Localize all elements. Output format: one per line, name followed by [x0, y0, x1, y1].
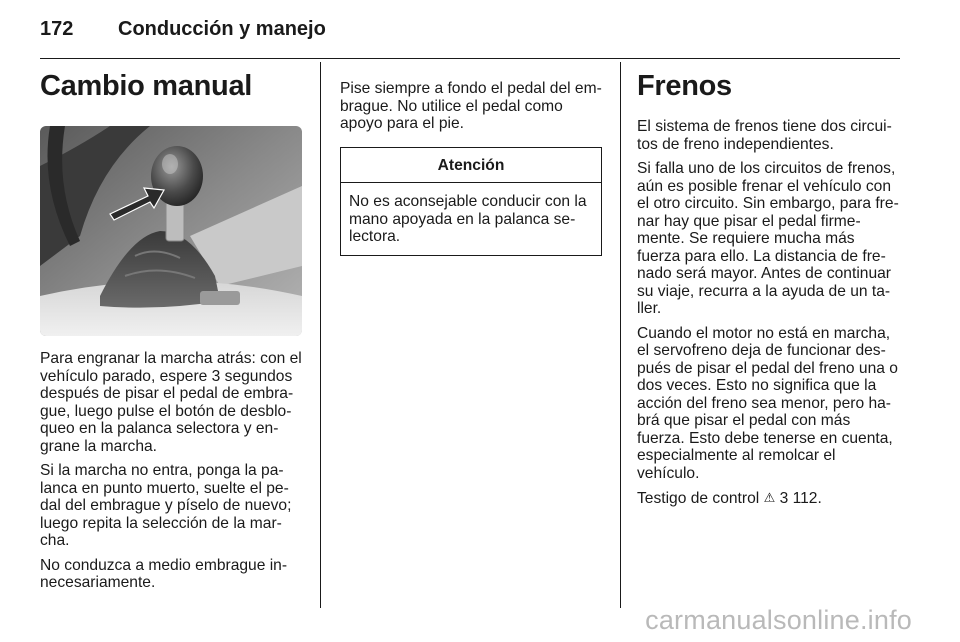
- gear-lever-illustration: [40, 126, 302, 336]
- paragraph: Cuando el motor no está en marcha, el servofreno deja de funcionar después de pisar el pedal del freno una o dos veces. Esto no significa que la acción del freno sea menor, pero habrá que pisar el pedal con más fuerza. Esto debe tenerse en cuenta, especialmente al remolcar el vehículo.: [637, 324, 898, 482]
- chapter-title: Conducción y manejo: [118, 18, 326, 40]
- gear-lever-photo: [40, 126, 302, 336]
- brake-warning-icon: ⚠: [763, 490, 776, 505]
- page-reference-link[interactable]: 112.: [792, 490, 822, 507]
- warning-light-reference: [637, 489, 901, 508]
- paragraph: Si la marcha no entra, ponga la palanca en punto muerto, suelte el pedal del embrague y píselo de nuevo; luego repita la selección de la marcha.: [40, 462, 292, 549]
- column-divider: [320, 62, 321, 608]
- paragraph: Pise siempre a fondo el pedal del embrague. No utilice el pedal como apoyo para el pie.: [340, 80, 602, 132]
- attention-title: Atención: [341, 148, 601, 184]
- column-clutch-notice: [340, 80, 602, 256]
- column-brakes: [637, 66, 901, 515]
- warning-light-label: Testigo de control: [637, 490, 760, 507]
- column-divider: [620, 62, 621, 608]
- attention-body: No es aconsejable conducir con la mano apoyada en la palanca selectora.: [349, 193, 587, 245]
- section-title-manual-transmission: Cambio manual: [40, 70, 253, 102]
- section-title-brakes: Frenos: [637, 70, 732, 102]
- paragraph: Si falla uno de los circuitos de frenos, aún es posible frenar el vehículo con el otro circuito. Sin embargo, para frenar hay que pisar el pedal firmemente. Se requiere mucha más fuerza para ello. La distancia de frenado será mayor. Antes de continuar su viaje, recurra a la ayuda de un taller.: [637, 160, 899, 317]
- watermark: carmanualsonline.info: [645, 605, 912, 635]
- column-manual-transmission: [40, 66, 304, 599]
- paragraph: No conduzca a medio embrague innecesariamente.: [40, 556, 288, 591]
- header-rule: [40, 58, 900, 59]
- page-reference-arrow-icon: 3: [779, 490, 789, 507]
- page-number: 172: [40, 18, 74, 40]
- paragraph: El sistema de frenos tiene dos circuitos de freno independientes.: [637, 118, 892, 153]
- attention-box: [340, 147, 602, 256]
- paragraph: Para engranar la marcha atrás: con el vehículo parado, espere 3 segundos después de pisar el pedal de embrague, luego pulse el botón de desbloqueo en la palanca selectora y engrane la marcha.: [40, 350, 302, 455]
